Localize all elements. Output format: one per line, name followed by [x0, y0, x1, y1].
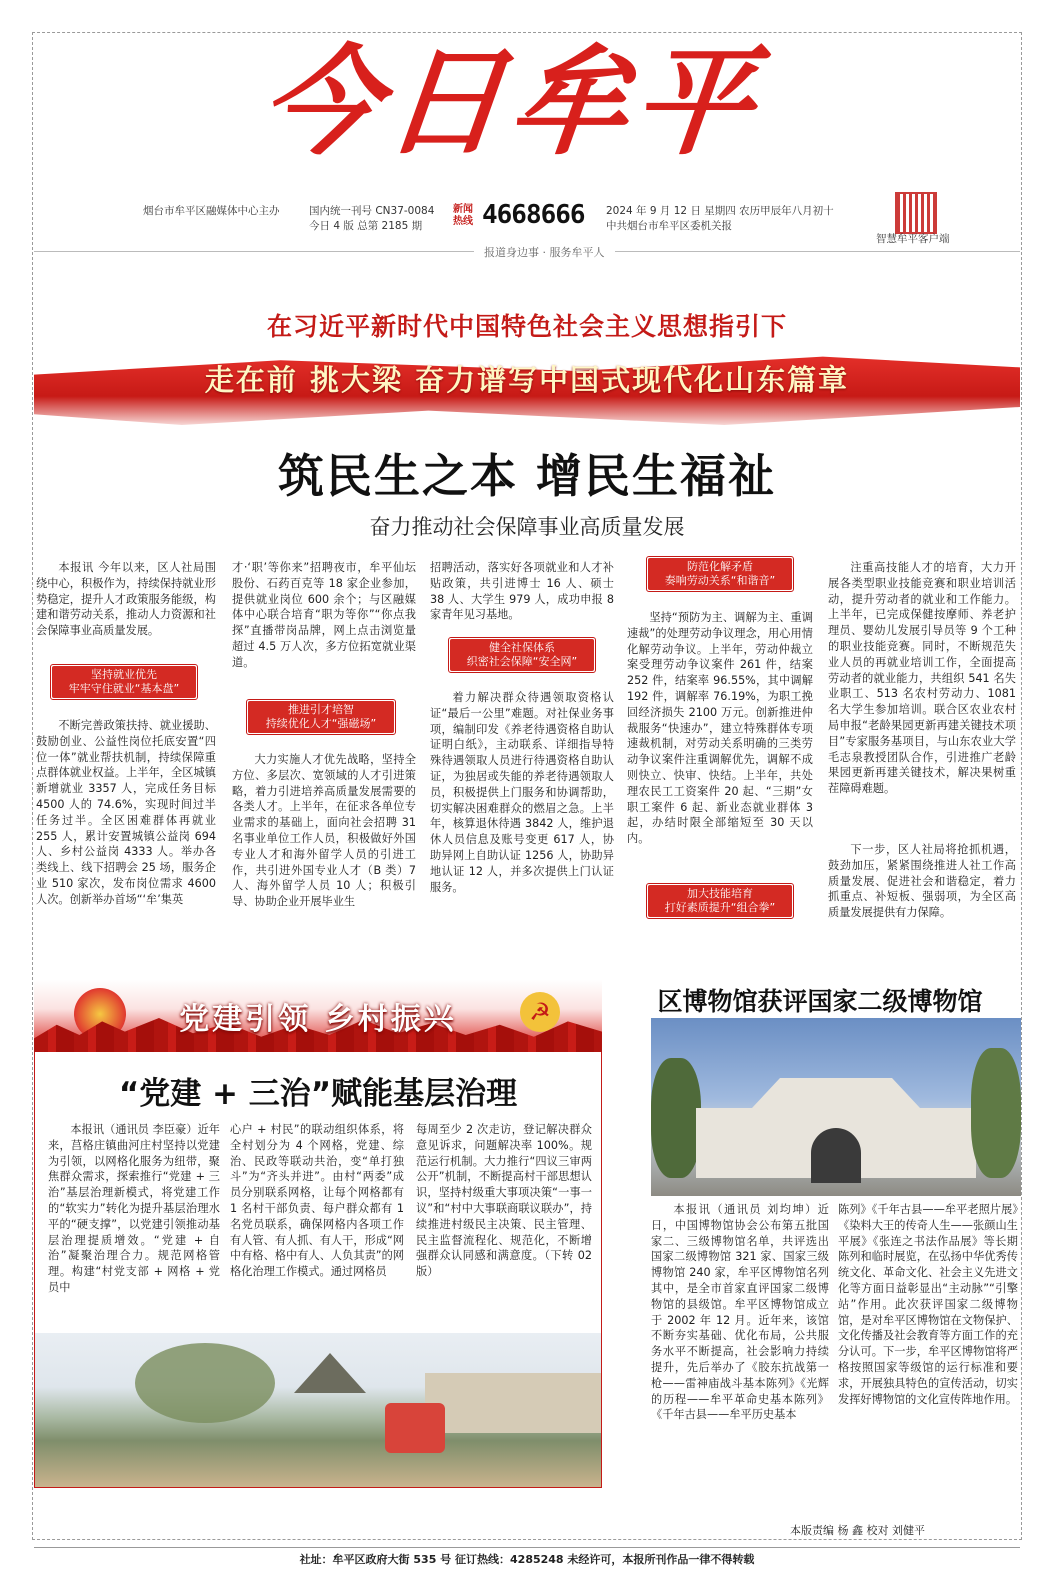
- museum-col1: 本报讯（通讯员 刘均坤）近日，中国博物馆协会公布第五批国家二、三级博物馆名单，共评选出国家二级博物馆 321 家、国家三级博物馆 240 家，牟平区博物馆名列其中，是全市首家直评国家二级博物馆的县级馆。牟平区博物馆成立于 2002 年 12 月。近年来，该馆不断夯实基础、优化布局，公共服务水平不断提高，社会影响力持续提升，先后举办了《胶东抗战第一枪——雷神庙战斗基本陈列》《光辉的历程——牟平革命史基本陈列》《千年古县——牟平历史基本: [651, 1203, 829, 1422]
- footer-bar: [34, 1547, 1020, 1571]
- party-emblem-icon: ☭: [520, 992, 560, 1032]
- masthead-logo: 今日牟平: [254, 32, 766, 171]
- tag-skills: 加大技能培育 打好素质提升“组合拳”: [646, 883, 794, 919]
- museum-col2: 陈列》《千年古县——牟平老照片展》《染料大王的传奇人生——张颜山生平展》《张连之书法作品展》等长期陈列和临时展览，在弘扬中华优秀传统文化、革命文化、社会主义先进文化等方面日益彰显出“主动脉”“引擎站”作用。此次获评国家二级博物馆，是对牟平区博物馆在文物保护、文化传播及社会教育等方面工作的充分认可。下一步，牟平区博物馆将严格按照国家等级馆的运行标准和要求，开展独具特色的宣传活动，切实发挥好博物馆的文化宣传阵地作用。: [838, 1203, 1018, 1406]
- main-col5-end: 下一步，区人社局将抢抓机遇，鼓劲加压，紧紧围绕推进人社工作高质量发展、促进社会和谐稳定，着力抓重点、补短板、强弱项，为全区高质量发展提供有力保障。: [828, 843, 1016, 920]
- qr-code-icon[interactable]: [895, 192, 937, 234]
- party-banner-text: 党建引领 乡村振兴: [179, 1002, 457, 1037]
- main-col1-intro: 本报讯 今年以来，区人社局围绕中心，积极作为，持续保持就业形势稳定，提升人才政策服务能级，构建和谐劳动关系，推动人力资源和社会保障事业高质量发展。: [36, 561, 216, 638]
- hotline-number: 4668666: [482, 200, 585, 230]
- theme-banner: [34, 305, 1020, 425]
- main-col2-top: 才·‘职’等你来”招聘夜市，牟平仙坛股份、石药百克等 18 家企业参加，提供就业岗位 600 余个；与区融媒体中心联合培育“职为等你”“你点我探”直播带岗品牌，网上点击浏览量超过 4.5 万人次，多方位拓宽就业渠道。: [232, 561, 416, 669]
- editor-credit: 本版责编 杨 鑫 校对 刘健平: [790, 1524, 925, 1537]
- issue-date: 2024 年 9 月 12 日 星期四 农历甲辰年八月初十: [606, 205, 834, 217]
- main-subhead: 奋力推动社会保障事业高质量发展: [369, 515, 685, 539]
- tag-labor-relations: 防范化解矛盾 奏响劳动关系“和谐音”: [646, 556, 794, 592]
- main-headline: 筑民生之本 增民生福祉: [277, 449, 776, 503]
- museum-article-title: 区博物馆获评国家二级博物馆: [657, 987, 983, 1016]
- main-col1-body: 不断完善政策扶持、就业援助、鼓励创业、公益性岗位托底安置“四位一体”就业帮扶机制，持续保障重点群体就业权益。上半年，全区城镇新增就业 3357 人，完成任务目标 4500 人的 74.6%，实现时间过半任务过半。全区困难群体再就业 255 人，累计安置城镇公益岗 694 人、乡村公益岗 4333 人。举办各类线上、线下招聘会 25 场，服务企业 510 家次，发布岗位需求 4600 人次。创新举办首场“‘牟’集英: [36, 719, 216, 906]
- publisher-line: 烟台市牟平区融媒体中心主办: [143, 205, 280, 217]
- footer-text: 社址：牟平区政府大街 535 号 征订热线：4285248 未经许可，本报所刊作品一律不得转载: [299, 1553, 755, 1566]
- party-article-title: “党建 + 三治”赋能基层治理: [118, 1076, 518, 1112]
- tag-social-security: 健全社保体系 织密社会保障“安全网”: [448, 637, 596, 673]
- main-col3-top: 招聘活动，落实好各项就业和人才补贴政策，共引进博士 16 人、硕士 38 人、大学生 979 人，成功申报 8 家青年见习基地。: [430, 561, 614, 622]
- banner-line-1: 在习近平新时代中国特色社会主义思想指引下: [266, 312, 787, 341]
- hotline-label: 新闻热线: [453, 204, 473, 227]
- party-col3: 每周至少 2 次走访，登记解决群众意见诉求，问题解决率 100%。规范运行机制。大力推行“四议三审两公开”机制，不断提高村干部思想认识，坚持村级重大事项决策“一事一议”和“村中大事联商联议联办”，持续推进村级民主决策、民主管理、民主监督流程化、规范化，不断增强群众认同感和满意度。（下转 02 版）: [416, 1123, 592, 1279]
- museum-photo: [651, 1018, 1021, 1196]
- main-col3-body: 着力解决群众待遇领取资格认证“最后一公里”难题。对社保业务事项，编制印发《养老待遇资格自助认证明白纸》，主动联系、详细指导特殊待遇领取人员进行待遇资格自助认证，为独居或失能的养老待遇领取人员，积极提供上门服务和协调帮助，切实解决困难群众的燃眉之急。上半年，核算退休待遇 3842 人，维护退休人员信息及账号变更 617 人，协助异网上自助认证 1256 人，协助异地认证 12 人，并多次提供上门认证服务。: [430, 691, 614, 894]
- slogan-bar: [34, 238, 1020, 266]
- banner-line-2: 走在前 挑大梁 奋力谱写中国式现代化山东篇章: [204, 363, 850, 397]
- village-photo: [35, 1333, 601, 1487]
- party-col2: 心户 + 村民”的联动组织体系，将全村划分为 4 个网格，党建、综治、民政等联动共治，变“单打独斗”为“齐头并进”。由村“两委”成员分别联系网格，让每个网格都有 1 名村干部负责、每户群众都有 1 名党员联系，确保网格内各项工作有人管、有人抓、有人干，形成“网中有格、格中有人、人负其责”的网格化治理工作模式。通过网格员: [230, 1123, 404, 1279]
- serial-number: 国内统一刊号 CN37-0084: [309, 205, 435, 217]
- main-col2-body: 大力实施人才优先战略，坚持全方位、多层次、宽领域的人才引进策略，着力引进培养高质量发展需要的各类人才。上半年，在征求各单位专业需求的基础上，面向社会招聘 31 名事业单位工作人员，积极做好外国专业人才和海外留学人员的引进工作，共引进外国专业人才（B 类）7 人、海外留学人员 10 人；积极引导、协助企业开展毕业生: [232, 753, 416, 909]
- party-col1: 本报讯（通讯员 李臣豪）近年来，莒格庄镇曲河庄村坚持以党建为引领，以网格化服务为纽带，聚焦群众需求，探索推行“党建 + 三治”基层治理新模式，将党建工作的“软实力”转化为提升基层治理水平的“硬支撑”，以党建引领推动基层治理提质增效。“党建 + 自治”凝聚治理合力。规范网格管理。构建“村党支部 + 网格 + 党员中: [48, 1123, 220, 1294]
- slogan-text: 报道身边事 · 服务牟平人: [474, 244, 615, 260]
- main-col4-body: 坚持“预防为主、调解为主、重调速裁”的处理劳动争议理念，用心用情化解劳动争议。上半年，劳动仲裁立案受理劳动争议案件 261 件，结案 252 件，结案率 96.55%，其中调解 192 件，调解率 76.19%，为职工挽回经济损失 2100 万元。创新推进仲裁服务“快速办”，建立特殊群体专项速裁机制，对劳动关系明确的三类劳动争议案件注重调解优先，调解不成则快立、快审、快结。上半年，共处理农民工工资案件 20 起、“三期”女职工案件 6 起、新业态就业群体 3 起，办结时限全部缩短至 30 天以内。: [627, 611, 813, 846]
- issue-number: 今日 4 版 总第 2185 期: [309, 220, 423, 232]
- client-label: 智慧牟平客户端: [876, 233, 950, 245]
- tag-employment: 坚持就业优先 牢牢守住就业“基本盘”: [50, 664, 198, 700]
- main-col5-body: 注重高技能人才的培育，大力开展各类型职业技能竞赛和职业培训活动，提升劳动者的就业和工作能力。上半年，已完成保健按摩师、养老护理员、婴幼儿发展引导员等 9 个工种的职业技能竞赛。同时，不断规范失业人员的再就业培训工作，全面提高劳动者的就业能力，共组织 541 名失业职工、513 名农村劳动力、1081 名大学生参加培训。联合区农业农村局申报“老龄果园更新再建关键技术项目”专家服务基项目，与山东农业大学毛志泉教授团队合作，引进推广老龄果园更新再建关键技术，解决果树重茬障碍难题。: [828, 561, 1016, 796]
- party-banner: [34, 980, 602, 1052]
- tag-talent: 推进引才培智 持续优化人才“强磁场”: [246, 699, 396, 735]
- organ-line: 中共烟台市牟平区委机关报: [606, 220, 732, 232]
